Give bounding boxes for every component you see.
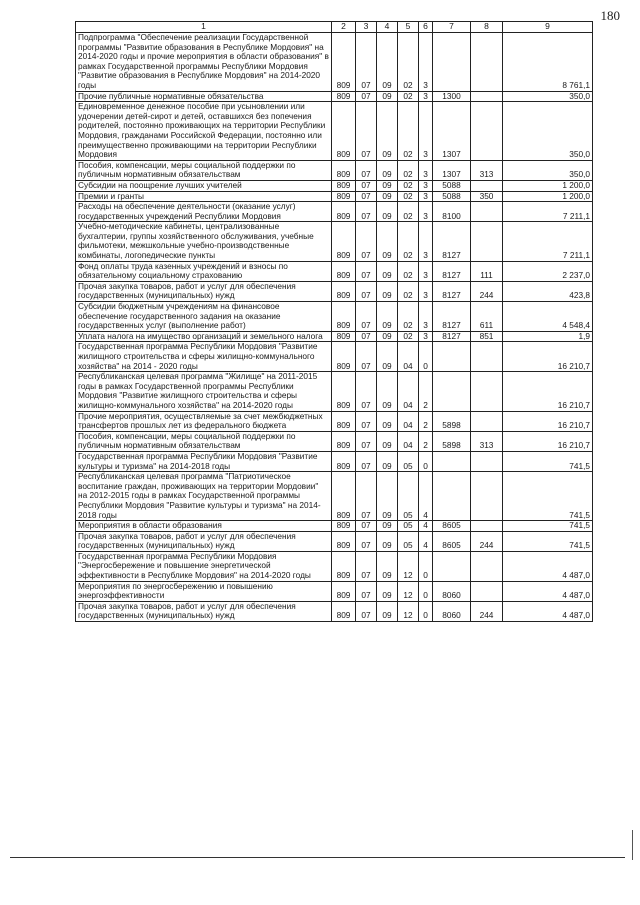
row-code-cell (471, 581, 503, 601)
row-code-cell: 02 (398, 281, 419, 301)
row-code-cell: 809 (332, 331, 356, 342)
row-name-cell: Государственная программа Республики Мордовия "Развитие культуры и туризма" на 2014-2018 годы (76, 451, 332, 471)
row-code-cell: 3 (419, 180, 433, 191)
row-code-cell: 07 (356, 372, 377, 411)
table-row (76, 531, 593, 551)
row-code-cell (433, 342, 471, 372)
row-code-cell: 0 (419, 342, 433, 372)
row-code-cell: 809 (332, 281, 356, 301)
row-code-cell: 5898 (433, 431, 471, 451)
row-code-cell: 3 (419, 302, 433, 332)
row-code-cell: 05 (398, 521, 419, 532)
row-code-cell: 09 (377, 531, 398, 551)
row-name-cell: Подпрограмма "Обеспечение реализации Государственной программы "Развитие образования в Республике Мордовия" на 2014-2020 годы и прочие мероприятия в области образования" в рамках Государственной программы Республики Мордовия "Развитие образования в Республике Мордовия" на 2014-2020 годы (76, 33, 332, 92)
row-amount-cell: 4 487,0 (503, 601, 593, 621)
row-code-cell: 809 (332, 411, 356, 431)
row-name-cell: Мероприятия в области образования (76, 521, 332, 532)
row-code-cell: 3 (419, 261, 433, 281)
row-code-cell: 07 (356, 472, 377, 521)
row-code-cell: 02 (398, 222, 419, 261)
row-code-cell: 07 (356, 202, 377, 222)
row-code-cell (471, 102, 503, 161)
row-code-cell: 8127 (433, 281, 471, 301)
row-code-cell: 244 (471, 281, 503, 301)
row-code-cell: 07 (356, 451, 377, 471)
row-amount-cell: 16 210,7 (503, 372, 593, 411)
row-name-cell: Субсидии бюджетным учреждениям на финансовое обеспечение государственного задания на оказание государственных услуг (выполнение работ) (76, 302, 332, 332)
row-amount-cell: 1,9 (503, 331, 593, 342)
row-code-cell (433, 372, 471, 411)
column-header: 4 (377, 22, 398, 33)
table-row (76, 191, 593, 202)
column-header: 5 (398, 22, 419, 33)
row-code-cell: 809 (332, 102, 356, 161)
row-name-cell: Прочие публичные нормативные обязательства (76, 91, 332, 102)
row-code-cell: 0 (419, 451, 433, 471)
row-amount-cell: 350,0 (503, 160, 593, 180)
row-code-cell: 809 (332, 531, 356, 551)
row-amount-cell: 741,5 (503, 521, 593, 532)
row-code-cell: 02 (398, 331, 419, 342)
row-name-cell: Единовременное денежное пособие при усыновлении или удочерении детей-сирот и детей, оставшихся без попечения родителей, постоянно проживающих на территории Республики Мордовия, гражданами Российской Федерации, постоянно или преимущественно проживающими на территории Республики Мордовия (76, 102, 332, 161)
row-name-cell: Республиканская целевая программа "Жилище" на 2011-2015 годы в рамках Государственной программы Республики Мордовия "Развитие жилищного строительства и сферы жилищно-коммунального хозяйства" на 2014-2020 годы (76, 372, 332, 411)
row-code-cell: 07 (356, 581, 377, 601)
row-code-cell: 2 (419, 431, 433, 451)
row-code-cell: 809 (332, 581, 356, 601)
row-code-cell: 8127 (433, 222, 471, 261)
row-code-cell: 04 (398, 411, 419, 431)
row-name-cell: Государственная программа Республики Мордовия "Энергосбережение и повышение энергетической эффективности в Республике Мордовия" на 2014-2020 годы (76, 551, 332, 581)
row-code-cell: 111 (471, 261, 503, 281)
row-code-cell (471, 521, 503, 532)
table-row (76, 102, 593, 161)
row-code-cell: 3 (419, 102, 433, 161)
row-code-cell (471, 411, 503, 431)
row-code-cell: 5898 (433, 411, 471, 431)
row-code-cell: 02 (398, 202, 419, 222)
row-code-cell (471, 33, 503, 92)
row-code-cell: 8060 (433, 581, 471, 601)
row-code-cell: 05 (398, 451, 419, 471)
row-code-cell: 07 (356, 160, 377, 180)
row-amount-cell: 4 487,0 (503, 581, 593, 601)
row-code-cell: 07 (356, 33, 377, 92)
row-code-cell: 0 (419, 601, 433, 621)
table-row (76, 222, 593, 261)
row-code-cell: 8127 (433, 302, 471, 332)
table-row (76, 261, 593, 281)
header-row (76, 22, 593, 33)
row-code-cell: 809 (332, 472, 356, 521)
row-code-cell: 3 (419, 202, 433, 222)
row-code-cell: 350 (471, 191, 503, 202)
row-code-cell: 09 (377, 281, 398, 301)
table-row (76, 91, 593, 102)
row-code-cell: 0 (419, 581, 433, 601)
budget-table (75, 21, 593, 622)
row-code-cell: 09 (377, 331, 398, 342)
row-name-cell: Республиканская целевая программа "Патриотическое воспитание граждан, проживающих на территории Мордовии" на 2012-2015 годы в рамках Государственной программы Республики Мордовия "Развитие культуры и туризма" на 2014-2018 годы (76, 472, 332, 521)
row-code-cell: 09 (377, 33, 398, 92)
row-code-cell: 09 (377, 261, 398, 281)
row-code-cell: 07 (356, 411, 377, 431)
row-amount-cell: 4 487,0 (503, 551, 593, 581)
row-name-cell: Пособия, компенсации, меры социальной поддержки по публичным нормативным обязательствам (76, 160, 332, 180)
row-name-cell: Субсидии на поощрение лучших учителей (76, 180, 332, 191)
row-name-cell: Прочая закупка товаров, работ и услуг для обеспечения государственных (муниципальных) нужд (76, 281, 332, 301)
row-code-cell (471, 202, 503, 222)
row-code-cell (471, 342, 503, 372)
row-code-cell: 04 (398, 342, 419, 372)
row-code-cell: 09 (377, 372, 398, 411)
row-code-cell: 09 (377, 411, 398, 431)
table-row (76, 342, 593, 372)
row-code-cell: 809 (332, 551, 356, 581)
column-header: 7 (433, 22, 471, 33)
row-code-cell: 809 (332, 160, 356, 180)
row-code-cell: 2 (419, 411, 433, 431)
scan-edge-mark (632, 830, 633, 860)
row-amount-cell: 8 761,1 (503, 33, 593, 92)
row-code-cell: 07 (356, 521, 377, 532)
row-code-cell: 07 (356, 261, 377, 281)
row-code-cell (471, 451, 503, 471)
row-code-cell: 04 (398, 431, 419, 451)
row-code-cell: 851 (471, 331, 503, 342)
row-code-cell: 3 (419, 331, 433, 342)
row-code-cell: 8127 (433, 261, 471, 281)
row-code-cell: 1307 (433, 102, 471, 161)
row-code-cell: 3 (419, 281, 433, 301)
row-amount-cell: 2 237,0 (503, 261, 593, 281)
row-code-cell: 809 (332, 302, 356, 332)
row-code-cell: 0 (419, 551, 433, 581)
table-row (76, 551, 593, 581)
row-amount-cell: 741,5 (503, 472, 593, 521)
row-code-cell (471, 91, 503, 102)
row-code-cell: 07 (356, 191, 377, 202)
row-code-cell: 09 (377, 160, 398, 180)
row-code-cell: 809 (332, 33, 356, 92)
row-code-cell: 09 (377, 521, 398, 532)
row-code-cell (433, 451, 471, 471)
row-amount-cell: 4 548,4 (503, 302, 593, 332)
row-code-cell: 611 (471, 302, 503, 332)
row-code-cell: 07 (356, 91, 377, 102)
table-row (76, 601, 593, 621)
row-code-cell: 3 (419, 222, 433, 261)
table-row (76, 160, 593, 180)
row-code-cell: 07 (356, 342, 377, 372)
row-code-cell: 313 (471, 160, 503, 180)
row-code-cell: 02 (398, 160, 419, 180)
table-row (76, 521, 593, 532)
row-amount-cell: 350,0 (503, 91, 593, 102)
row-code-cell: 8605 (433, 521, 471, 532)
table-row (76, 331, 593, 342)
row-amount-cell: 350,0 (503, 102, 593, 161)
row-code-cell: 02 (398, 180, 419, 191)
row-amount-cell: 423,8 (503, 281, 593, 301)
row-code-cell: 5088 (433, 180, 471, 191)
row-code-cell: 809 (332, 222, 356, 261)
row-code-cell: 12 (398, 601, 419, 621)
column-header: 3 (356, 22, 377, 33)
row-amount-cell: 741,5 (503, 451, 593, 471)
table-row (76, 431, 593, 451)
row-code-cell: 313 (471, 431, 503, 451)
row-code-cell (471, 222, 503, 261)
row-code-cell: 02 (398, 102, 419, 161)
row-code-cell: 244 (471, 601, 503, 621)
row-name-cell: Учебно-методические кабинеты, централизованные бухгалтерии, группы хозяйственного обслуживания, учебные фильмотеки, межшкольные учебно-производственные комбинаты, логопедические пункты (76, 222, 332, 261)
row-name-cell: Фонд оплаты труда казенных учреждений и взносы по обязательному социальному страхованию (76, 261, 332, 281)
row-code-cell: 3 (419, 33, 433, 92)
row-amount-cell: 1 200,0 (503, 191, 593, 202)
row-code-cell: 809 (332, 372, 356, 411)
row-code-cell: 07 (356, 302, 377, 332)
row-code-cell: 8100 (433, 202, 471, 222)
row-code-cell: 09 (377, 451, 398, 471)
table-row (76, 472, 593, 521)
column-header: 9 (503, 22, 593, 33)
row-code-cell: 809 (332, 202, 356, 222)
page-number: 180 (600, 8, 620, 23)
row-code-cell: 05 (398, 531, 419, 551)
row-code-cell: 09 (377, 472, 398, 521)
row-code-cell: 809 (332, 521, 356, 532)
row-name-cell: Прочая закупка товаров, работ и услуг для обеспечения государственных (муниципальных) нужд (76, 601, 332, 621)
row-code-cell: 3 (419, 91, 433, 102)
row-name-cell: Пособия, компенсации, меры социальной поддержки по публичным нормативным обязательствам (76, 431, 332, 451)
table-row (76, 451, 593, 471)
table-row (76, 33, 593, 92)
row-code-cell: 07 (356, 222, 377, 261)
row-code-cell: 4 (419, 521, 433, 532)
row-code-cell: 809 (332, 91, 356, 102)
row-code-cell: 09 (377, 551, 398, 581)
row-code-cell: 09 (377, 180, 398, 191)
row-code-cell: 04 (398, 372, 419, 411)
row-code-cell (471, 472, 503, 521)
row-code-cell: 07 (356, 431, 377, 451)
row-name-cell: Премии и гранты (76, 191, 332, 202)
row-code-cell: 09 (377, 342, 398, 372)
row-code-cell: 244 (471, 531, 503, 551)
row-code-cell: 09 (377, 431, 398, 451)
row-code-cell: 2 (419, 372, 433, 411)
row-code-cell: 09 (377, 91, 398, 102)
row-code-cell: 809 (332, 601, 356, 621)
row-code-cell: 05 (398, 472, 419, 521)
row-code-cell: 8605 (433, 531, 471, 551)
row-code-cell: 07 (356, 102, 377, 161)
row-code-cell: 09 (377, 302, 398, 332)
row-code-cell: 07 (356, 281, 377, 301)
row-name-cell: Прочая закупка товаров, работ и услуг для обеспечения государственных (муниципальных) нужд (76, 531, 332, 551)
row-code-cell: 809 (332, 180, 356, 191)
row-code-cell: 02 (398, 33, 419, 92)
row-code-cell: 09 (377, 102, 398, 161)
row-code-cell: 02 (398, 91, 419, 102)
table-row (76, 302, 593, 332)
table-row (76, 411, 593, 431)
row-code-cell: 809 (332, 261, 356, 281)
table-row (76, 372, 593, 411)
row-code-cell: 5088 (433, 191, 471, 202)
row-name-cell: Уплата налога на имущество организаций и земельного налога (76, 331, 332, 342)
row-code-cell: 02 (398, 302, 419, 332)
row-code-cell: 07 (356, 531, 377, 551)
row-code-cell: 3 (419, 160, 433, 180)
table-row (76, 581, 593, 601)
row-code-cell: 07 (356, 601, 377, 621)
column-header: 8 (471, 22, 503, 33)
row-code-cell: 09 (377, 202, 398, 222)
row-code-cell: 4 (419, 472, 433, 521)
row-amount-cell: 741,5 (503, 531, 593, 551)
table-row (76, 281, 593, 301)
row-amount-cell: 1 200,0 (503, 180, 593, 191)
row-code-cell: 02 (398, 191, 419, 202)
row-code-cell: 09 (377, 191, 398, 202)
row-code-cell: 1307 (433, 160, 471, 180)
row-code-cell: 12 (398, 581, 419, 601)
row-code-cell: 09 (377, 601, 398, 621)
row-code-cell (433, 33, 471, 92)
row-amount-cell: 7 211,1 (503, 202, 593, 222)
row-name-cell: Прочие мероприятия, осуществляемые за счет межбюджетных трансфертов прошлых лет из федерального бюджета (76, 411, 332, 431)
row-code-cell: 07 (356, 551, 377, 581)
row-code-cell: 809 (332, 431, 356, 451)
row-code-cell: 1300 (433, 91, 471, 102)
row-code-cell: 8060 (433, 601, 471, 621)
row-amount-cell: 7 211,1 (503, 222, 593, 261)
row-code-cell: 809 (332, 191, 356, 202)
row-code-cell (471, 372, 503, 411)
footer-rule (10, 857, 625, 858)
row-code-cell (471, 551, 503, 581)
table-row (76, 202, 593, 222)
column-header: 6 (419, 22, 433, 33)
row-name-cell: Расходы на обеспечение деятельности (оказание услуг) государственных учреждений Республики Мордовия (76, 202, 332, 222)
row-code-cell: 09 (377, 581, 398, 601)
column-header: 2 (332, 22, 356, 33)
row-code-cell: 809 (332, 451, 356, 471)
table-row (76, 180, 593, 191)
row-code-cell: 8127 (433, 331, 471, 342)
row-code-cell: 02 (398, 261, 419, 281)
row-code-cell: 4 (419, 531, 433, 551)
row-code-cell: 809 (332, 342, 356, 372)
row-code-cell: 07 (356, 331, 377, 342)
row-amount-cell: 16 210,7 (503, 431, 593, 451)
row-amount-cell: 16 210,7 (503, 342, 593, 372)
row-amount-cell: 16 210,7 (503, 411, 593, 431)
row-name-cell: Мероприятия по энергосбережению и повышению энергоэффективности (76, 581, 332, 601)
row-code-cell (471, 180, 503, 191)
row-code-cell: 09 (377, 222, 398, 261)
row-name-cell: Государственная программа Республики Мордовия "Развитие жилищного строительства и сферы жилищно-коммунального хозяйства" на 2014 - 2020 годы (76, 342, 332, 372)
row-code-cell: 3 (419, 191, 433, 202)
row-code-cell (433, 551, 471, 581)
column-header: 1 (76, 22, 332, 33)
row-code-cell: 07 (356, 180, 377, 191)
row-code-cell: 12 (398, 551, 419, 581)
row-code-cell (433, 472, 471, 521)
